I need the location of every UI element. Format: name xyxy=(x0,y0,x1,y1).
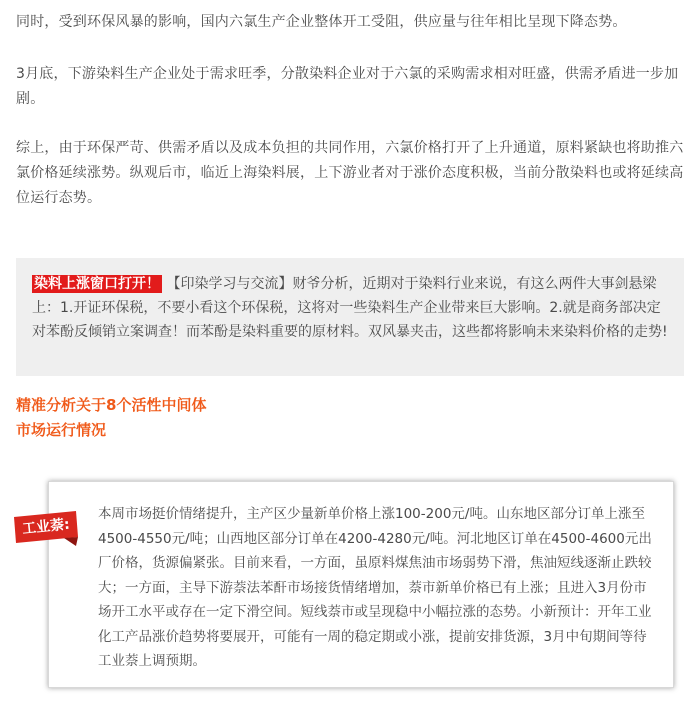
market-card xyxy=(48,481,674,688)
article-paragraph-2: 3月底，下游染料生产企业处于需求旺季，分散染料企业对于六氯的采购需求相对旺盛，供需矛盾进一步加剧。 xyxy=(16,66,679,107)
ribbon-label: 工业萘: xyxy=(21,516,71,538)
section-title xyxy=(16,393,206,443)
market-card-text: 本周市场挺价情绪提升，主产区少量新单价格上涨100-200元/吨。山东地区部分订单上涨至4500-4550元/吨；山西地区部分订单在4200-4280元/吨。河北地区订单在4500-4600元出厂价格，货源偏紧张。目前来看，一方面，虽原料煤焦油市场弱势下滑，焦油短线逐渐止跌较大；一方面，主导下游萘法苯酐市场接货情绪增加，萘市新单价格已有上涨；且进入3月份市场开工水平或存在一定下滑空间。短线萘市或呈现稳中小幅拉涨的态势。小新预计：开年工业化工产品涨价趋势将要展开，可能有一周的稳定期或小涨，提前安排货源，3月中旬期间等待工业萘上调预期。 xyxy=(98,506,652,669)
quote-text: 【印染学习与交流】财爷分析，近期对于染料行业来说，有这么两件大事剑悬梁上：1.开证环保税，不要小看这个环保税，这将对一些染料生产企业带来巨大影响。2.就是商务部决定对苯酚反倾销立案调查！而苯酚是染料重要的原材料。双风暴夹击，这些都将影响未来染料价格的走势! xyxy=(32,276,668,340)
article-paragraph-1: 同时，受到环保风暴的影响，国内六氯生产企业整体开工受阻，供应量与往年相比呈现下降态势。 xyxy=(16,14,627,30)
section-title-line-2: 市场运行情况 xyxy=(16,421,107,439)
article-paragraph-3: 综上，由于环保严苛、供需矛盾以及成本负担的共同作用，六氯价格打开了上升通道，原料紧缺也将助推六氯价格延续涨势。纵观后市，临近上海染料展，上下游业者对于涨价态度积极，当前分散染料也或将延续高位运行态势。 xyxy=(16,140,684,206)
section-title-line-1: 精准分析关于8个活性中间体 xyxy=(16,396,207,414)
ribbon-tag xyxy=(14,511,78,547)
quote-tag: 染料上涨窗口打开！ xyxy=(34,276,160,292)
quote-box xyxy=(16,258,684,376)
